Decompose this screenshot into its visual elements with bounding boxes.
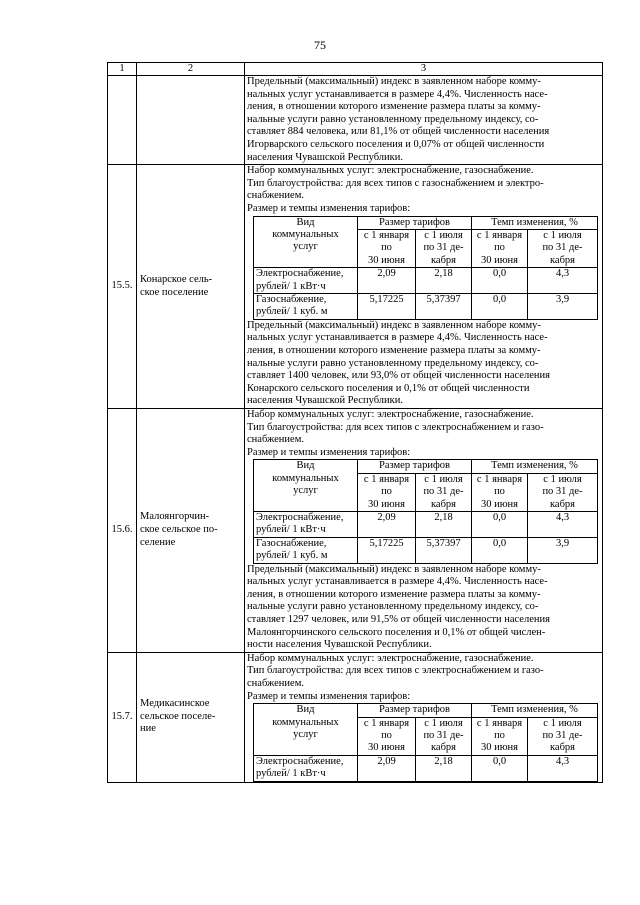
tariff-h2-value: 2,18 xyxy=(416,511,472,537)
header-line: кабря xyxy=(430,254,457,266)
period-header xyxy=(358,473,416,511)
header-line: 30 июня xyxy=(367,498,406,510)
header-line: по 31 де- xyxy=(542,242,583,254)
service-row xyxy=(254,511,598,537)
header-line: по 31 де- xyxy=(542,486,583,498)
settlement-row xyxy=(108,652,603,782)
text-line: Набор коммунальных услуг: электроснабжение, газоснабжение. xyxy=(247,652,534,664)
settlement-name-line: ское поселение xyxy=(140,286,209,298)
text-line: Набор коммунальных услуг: электроснабжение, газоснабжение. xyxy=(247,408,534,420)
change-rate-header: Темп изменения, % xyxy=(472,216,598,229)
regions-table xyxy=(107,62,603,783)
header-line: с 1 июля xyxy=(543,229,582,241)
settlement-name-line: ское сельское по- xyxy=(140,524,218,536)
header-line: кабря xyxy=(549,254,576,266)
settlement-number: 15.6. xyxy=(108,408,137,652)
text-line: нальных услуг устанавливается в размере 4,4%. Численность насе- xyxy=(247,88,548,100)
settlement-details xyxy=(245,652,603,782)
header-line: 30 июня xyxy=(480,254,519,266)
tariff-table xyxy=(253,703,598,781)
text-line: Тип благоустройства: для всех типов с электроснабжением и газо- xyxy=(247,665,544,677)
text-line: ставляет 884 человека, или 81,1% от общей численности населения xyxy=(247,126,550,138)
tariff-h1-value: 2,09 xyxy=(358,268,416,294)
header-line: с 1 января xyxy=(363,473,410,485)
header-line: с 1 июля xyxy=(543,473,582,485)
header-line: по 31 де- xyxy=(423,729,464,741)
settlement-name xyxy=(137,652,245,782)
service-kind xyxy=(254,537,358,563)
header-line: Вид xyxy=(296,460,315,472)
settlement-number: 15.5. xyxy=(108,165,137,409)
period-header xyxy=(528,229,598,267)
period-header xyxy=(528,473,598,511)
price-index-paragraph xyxy=(247,564,600,652)
text-line: снабжением. xyxy=(247,677,304,689)
header-line: с 1 июля xyxy=(424,229,463,241)
period-header xyxy=(472,717,528,755)
settlement-name-line: ние xyxy=(140,723,156,735)
header-line: по xyxy=(494,242,505,254)
header-line: Вид xyxy=(296,704,315,716)
header-line: 30 июня xyxy=(367,742,406,754)
service-row xyxy=(254,268,598,294)
period-header xyxy=(472,473,528,511)
service-kind-line: рублей/ 1 куб. м xyxy=(256,550,328,562)
service-kind-line: Газоснабжение, xyxy=(256,537,327,549)
text-line: нальные услуги равно установленному предельному индексу, со- xyxy=(247,113,539,125)
rate-h1-value: 0,0 xyxy=(472,293,528,319)
text-line: ления, в отношении которого изменение размера платы за комму- xyxy=(247,344,541,356)
header-line: коммунальных xyxy=(272,472,339,484)
tariff-h2-value: 2,18 xyxy=(416,268,472,294)
tariff-header-row xyxy=(254,216,598,229)
continued-row xyxy=(108,76,603,165)
tariff-h1-value: 5,17225 xyxy=(358,537,416,563)
tariff-h1-value: 2,09 xyxy=(358,511,416,537)
tariff-h1-value: 5,17225 xyxy=(358,293,416,319)
tariff-intro xyxy=(247,653,600,703)
settlement-name-line: селение xyxy=(140,536,176,548)
header-line: по 31 де- xyxy=(423,242,464,254)
header-line: с 1 января xyxy=(476,229,523,241)
text-line: Конарского сельского поселения и 0,1% от общей численности xyxy=(247,382,530,394)
header-line: по xyxy=(494,486,505,498)
tariff-size-header: Размер тарифов xyxy=(358,216,472,229)
text-line: Малоянгорчинского сельского поселения и 0,1% от общей числен- xyxy=(247,626,546,638)
header-line: с 1 января xyxy=(363,229,410,241)
text-line: Размер и темпы изменения тарифов: xyxy=(247,446,411,458)
column-number-3: 3 xyxy=(245,63,603,76)
text-line: ставляет 1400 человек, или 93,0% от общей численности населения xyxy=(247,370,550,382)
text-line: нальные услуги равно установленному предельному индексу, со- xyxy=(247,357,539,369)
tariff-intro xyxy=(247,409,600,459)
row-name-cell xyxy=(137,76,245,165)
rate-h2-value: 4,3 xyxy=(528,268,598,294)
header-line: 30 июня xyxy=(480,742,519,754)
header-line: по 31 де- xyxy=(542,729,583,741)
header-line: услуг xyxy=(293,485,318,497)
period-header xyxy=(358,229,416,267)
text-line: ности населения Чувашской Республики. xyxy=(247,639,432,651)
continued-text-cell xyxy=(245,76,603,165)
header-line: по 31 де- xyxy=(423,486,464,498)
service-kind xyxy=(254,268,358,294)
header-line: услуг xyxy=(293,728,318,740)
period-header xyxy=(416,473,472,511)
period-header xyxy=(528,717,598,755)
rate-h2-value: 3,9 xyxy=(528,293,598,319)
period-header xyxy=(416,229,472,267)
service-kind xyxy=(254,511,358,537)
rate-h2-value: 3,9 xyxy=(528,537,598,563)
header-line: с 1 июля xyxy=(424,473,463,485)
header-line: с 1 января xyxy=(363,717,410,729)
text-line: снабжением. xyxy=(247,190,304,202)
text-line: ления, в отношении которого изменение размера платы за комму- xyxy=(247,101,541,113)
rate-h2-value: 4,3 xyxy=(528,755,598,781)
text-line: нальных услуг устанавливается в размере 4,4%. Численность насе- xyxy=(247,576,548,588)
text-line: населения Чувашской Республики. xyxy=(247,151,403,163)
rate-h1-value: 0,0 xyxy=(472,537,528,563)
column-number-2: 2 xyxy=(137,63,245,76)
page-number: 75 xyxy=(314,38,326,52)
row-number-cell xyxy=(108,76,137,165)
header-line: по xyxy=(381,486,392,498)
service-kind-line: Электроснабжение, xyxy=(256,268,344,280)
tariff-header-row xyxy=(254,460,598,473)
settlement-name xyxy=(137,165,245,409)
price-index-paragraph xyxy=(247,320,600,408)
header-line: кабря xyxy=(430,498,457,510)
text-line: Размер и темпы изменения тарифов: xyxy=(247,690,411,702)
text-line: Набор коммунальных услуг: электроснабжение, газоснабжение. xyxy=(247,165,534,177)
rate-h1-value: 0,0 xyxy=(472,511,528,537)
header-line: Вид xyxy=(296,216,315,228)
tariff-table xyxy=(253,216,598,320)
rate-h1-value: 0,0 xyxy=(472,268,528,294)
tariff-table xyxy=(253,459,598,563)
service-kind-line: рублей/ 1 кВт·ч xyxy=(256,524,326,536)
period-header xyxy=(358,717,416,755)
service-kind-line: рублей/ 1 кВт·ч xyxy=(256,280,326,292)
header-line: кабря xyxy=(549,498,576,510)
header-line: с 1 января xyxy=(476,473,523,485)
service-kind xyxy=(254,293,358,319)
tariff-h2-value: 5,37397 xyxy=(416,537,472,563)
tariff-size-header: Размер тарифов xyxy=(358,704,472,717)
period-header xyxy=(472,229,528,267)
settlement-name-line: Конарское сель- xyxy=(140,273,213,285)
header-line: с 1 июля xyxy=(424,717,463,729)
settlement-details xyxy=(245,408,603,652)
service-kind-header xyxy=(254,704,358,756)
text-line: Размер и темпы изменения тарифов: xyxy=(247,202,411,214)
tariff-h2-value: 2,18 xyxy=(416,755,472,781)
text-line: Тип благоустройства: для всех типов с газоснабжением и электро- xyxy=(247,177,544,189)
header-line: 30 июня xyxy=(367,254,406,266)
column-number-1: 1 xyxy=(108,63,137,76)
settlement-row xyxy=(108,165,603,409)
text-line: нальных услуг устанавливается в размере 4,4%. Численность насе- xyxy=(247,332,548,344)
service-row xyxy=(254,755,598,781)
tariff-size-header: Размер тарифов xyxy=(358,460,472,473)
header-line: по xyxy=(381,729,392,741)
settlement-name-line: Медикасинское xyxy=(140,698,210,710)
continued-paragraph xyxy=(247,76,600,164)
text-line: Предельный (максимальный) индекс в заявленном наборе комму- xyxy=(247,319,541,331)
header-line: кабря xyxy=(430,742,457,754)
text-line: Игорварского сельского поселения и 0,07% от общей численности xyxy=(247,138,545,150)
header-line: с 1 января xyxy=(476,717,523,729)
settlement-number: 15.7. xyxy=(108,652,137,782)
header-line: 30 июня xyxy=(480,498,519,510)
tariff-h1-value: 2,09 xyxy=(358,755,416,781)
service-kind-line: рублей/ 1 куб. м xyxy=(256,306,328,318)
service-kind-header xyxy=(254,216,358,268)
service-kind-line: Газоснабжение, xyxy=(256,293,327,305)
text-line: Тип благоустройства: для всех типов с электроснабжением и газо- xyxy=(247,421,544,433)
service-kind-header xyxy=(254,460,358,512)
tariff-header-row xyxy=(254,704,598,717)
text-line: снабжением. xyxy=(247,434,304,446)
table-body xyxy=(108,165,603,782)
header-line: услуг xyxy=(293,241,318,253)
service-row xyxy=(254,293,598,319)
settlement-details xyxy=(245,165,603,409)
header-line: коммунальных xyxy=(272,228,339,240)
tariff-h2-value: 5,37397 xyxy=(416,293,472,319)
service-kind-line: Электроснабжение, xyxy=(256,755,344,767)
text-line: Предельный (максимальный) индекс в заявленном наборе комму- xyxy=(247,563,541,575)
text-line: Предельный (максимальный) индекс в заявленном наборе комму- xyxy=(247,76,541,87)
header-line: по xyxy=(381,242,392,254)
header-line: коммунальных xyxy=(272,716,339,728)
table-header-row xyxy=(108,63,603,76)
service-kind xyxy=(254,755,358,781)
change-rate-header: Темп изменения, % xyxy=(472,704,598,717)
settlement-row xyxy=(108,408,603,652)
tariff-intro xyxy=(247,165,600,215)
header-line: по xyxy=(494,729,505,741)
settlement-name-line: сельское поселе- xyxy=(140,710,216,722)
service-kind-line: Электроснабжение, xyxy=(256,511,344,523)
text-line: населения Чувашской Республики. xyxy=(247,395,403,407)
period-header xyxy=(416,717,472,755)
settlement-name xyxy=(137,408,245,652)
header-line: кабря xyxy=(549,742,576,754)
text-line: нальные услуги равно установленному предельному индексу, со- xyxy=(247,601,539,613)
text-line: ставляет 1297 человек, или 91,5% от общей численности населения xyxy=(247,613,550,625)
settlement-name-line: Малоянгорчин- xyxy=(140,511,210,523)
rate-h1-value: 0,0 xyxy=(472,755,528,781)
service-row xyxy=(254,537,598,563)
change-rate-header: Темп изменения, % xyxy=(472,460,598,473)
text-line: ления, в отношении которого изменение размера платы за комму- xyxy=(247,588,541,600)
service-kind-line: рублей/ 1 кВт·ч xyxy=(256,768,326,780)
rate-h2-value: 4,3 xyxy=(528,511,598,537)
header-line: с 1 июля xyxy=(543,717,582,729)
